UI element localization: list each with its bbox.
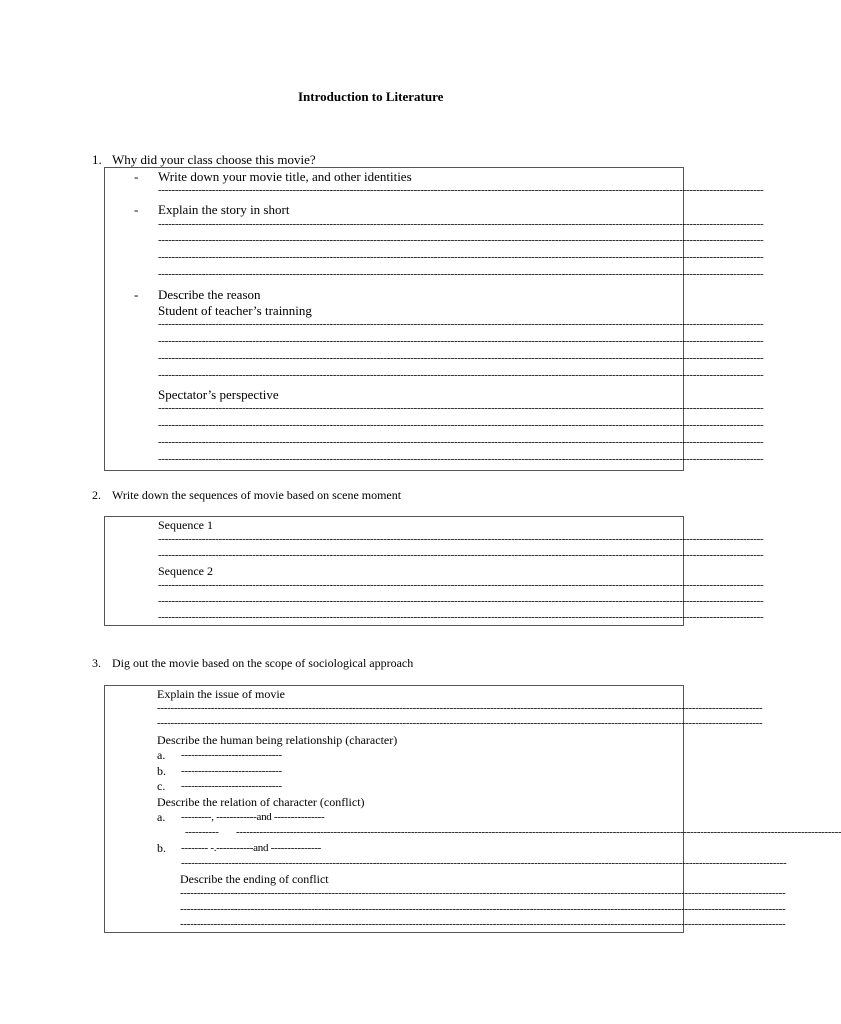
answer-line[interactable]: ------------------------------------------------------------------------------------------------------------------------------------------------------------------------------------ [158, 436, 764, 448]
q2-sequence-2: Sequence 2 [158, 564, 213, 578]
answer-line[interactable]: ------------------------------------------------------------------------------------------------------------------------------------------------------------------------------------ [158, 218, 764, 230]
q2-text: Write down the sequences of movie based on scene moment [112, 488, 402, 502]
q3-rel-a-label: a. [157, 748, 166, 762]
answer-line[interactable]: ------------------------------ [181, 780, 282, 792]
answer-line[interactable]: ------------------------------------------------------------------------------------------------------------------------------------------------------------------------------------ [158, 251, 764, 263]
q3-rel-c-label: c. [157, 779, 166, 793]
answer-line[interactable]: ------------------------------------------------------------------------------------------------------------------------------------------------------------------------------------ [158, 533, 764, 545]
answer-line[interactable]: ------------------------------------------------------------------------------------------------------------------------------------------------------------------------------------ [158, 184, 764, 196]
q3-conflict: Describe the relation of character (conflict) [157, 795, 365, 809]
answer-line[interactable]: ------------------------------------------------------------------------------------------------------------------------------------------------------------------------------------ [158, 369, 764, 381]
answer-line[interactable]: ------------------------------------------------------------------------------------------------------------------------------------------------------------------------------------ [158, 595, 764, 607]
q1-sub-spectator: Spectator’s perspective [158, 387, 279, 402]
q1-sub-teacher: Student of teacher’s trainning [158, 303, 312, 318]
answer-line[interactable]: ------------------------------------------------------------------------------------------------------------------------------------------------------------------------------------ [180, 887, 786, 899]
answer-line[interactable]: ------------------------------------------------------------------------------------------------------------------------------------------------------------------------------------ [157, 717, 763, 729]
q3-issue: Explain the issue of movie [157, 687, 285, 701]
answer-line[interactable]: ---------- [185, 826, 219, 838]
q3-ending: Describe the ending of conflict [180, 872, 329, 886]
answer-line[interactable]: ------------------------------------------------------------------------------------------------------------------------------------------------------------------------------------ [158, 234, 764, 246]
answer-line[interactable]: ------------------------------------------------------------------------------------------------------------------------------------------------------------------------------------ [181, 857, 787, 869]
q1-bullet-2: - [134, 202, 139, 217]
answer-line[interactable]: ---------, ------------and --------------- [181, 811, 325, 823]
q3-number: 3. [92, 656, 101, 670]
answer-line[interactable]: ------------------------------------------------------------------------------------------------------------------------------------------------------------------------------------ [158, 579, 764, 591]
q3-relationship: Describe the human being relationship (character) [157, 733, 398, 747]
q1-number: 1. [92, 152, 102, 167]
page-title: Introduction to Literature [298, 89, 444, 104]
answer-line[interactable]: ------------------------------------------------------------------------------------------------------------------------------------------------------------------------------------ [180, 903, 786, 915]
answer-line[interactable]: ------------------------------------------------------------------------------------------------------------------------------------------------------------------------------------ [158, 402, 764, 414]
q2-sequence-1: Sequence 1 [158, 518, 213, 532]
q1-bullet-1: - [134, 169, 139, 184]
answer-line[interactable]: ------------------------------ [181, 749, 282, 761]
q1-text: Why did your class choose this movie? [112, 152, 316, 167]
answer-line[interactable]: -------- -.-----------and --------------- [181, 842, 322, 854]
answer-line[interactable]: ------------------------------------------------------------------------------------------------------------------------------------------------------------------------------------ [180, 918, 786, 930]
q3-conflict-b-label: b. [157, 841, 166, 855]
q1-item-title: Write down your movie title, and other identities [158, 169, 412, 184]
answer-line[interactable]: ------------------------------------------------------------------------------------------------------------------------------------------------------------------------------------ [158, 268, 764, 280]
q3-rel-b-label: b. [157, 764, 166, 778]
answer-line[interactable]: ------------------------------------------------------------------------------------------------------------------------------------------------------------------------------------ [158, 352, 764, 364]
answer-line[interactable]: ------------------------------------------------------------------------------------------------------------------------------------------------------------------------------------ [158, 318, 764, 330]
answer-line[interactable]: ------------------------------------------------------------------------------------------------------------------------------------------------------------------------------------ [158, 611, 764, 623]
answer-line[interactable]: ------------------------------------------------------------------------------------------------------------------------------------------------------------------------------------ [158, 549, 764, 561]
q3-text: Dig out the movie based on the scope of sociological approach [112, 656, 414, 670]
q2-number: 2. [92, 488, 101, 502]
q1-item-story: Explain the story in short [158, 202, 290, 217]
answer-line[interactable]: ------------------------------ [181, 765, 282, 777]
answer-line[interactable]: ------------------------------------------------------------------------------------------------------------------------------------------------------------------------------------ [158, 335, 764, 347]
answer-line[interactable]: ------------------------------------------------------------------------------------------------------------------------------------------------------------------------------------ [158, 453, 764, 465]
answer-line[interactable]: ------------------------------------------------------------------------------------------------------------------------------------------------------------------------------------ [157, 702, 763, 714]
q3-conflict-a-label: a. [157, 810, 166, 824]
q1-item-reason: Describe the reason [158, 287, 261, 302]
answer-line[interactable]: ------------------------------------------------------------------------------------------------------------------------------------------------------------------------------------ [236, 826, 841, 838]
answer-line[interactable]: ------------------------------------------------------------------------------------------------------------------------------------------------------------------------------------ [158, 419, 764, 431]
q1-bullet-3: - [134, 287, 139, 302]
